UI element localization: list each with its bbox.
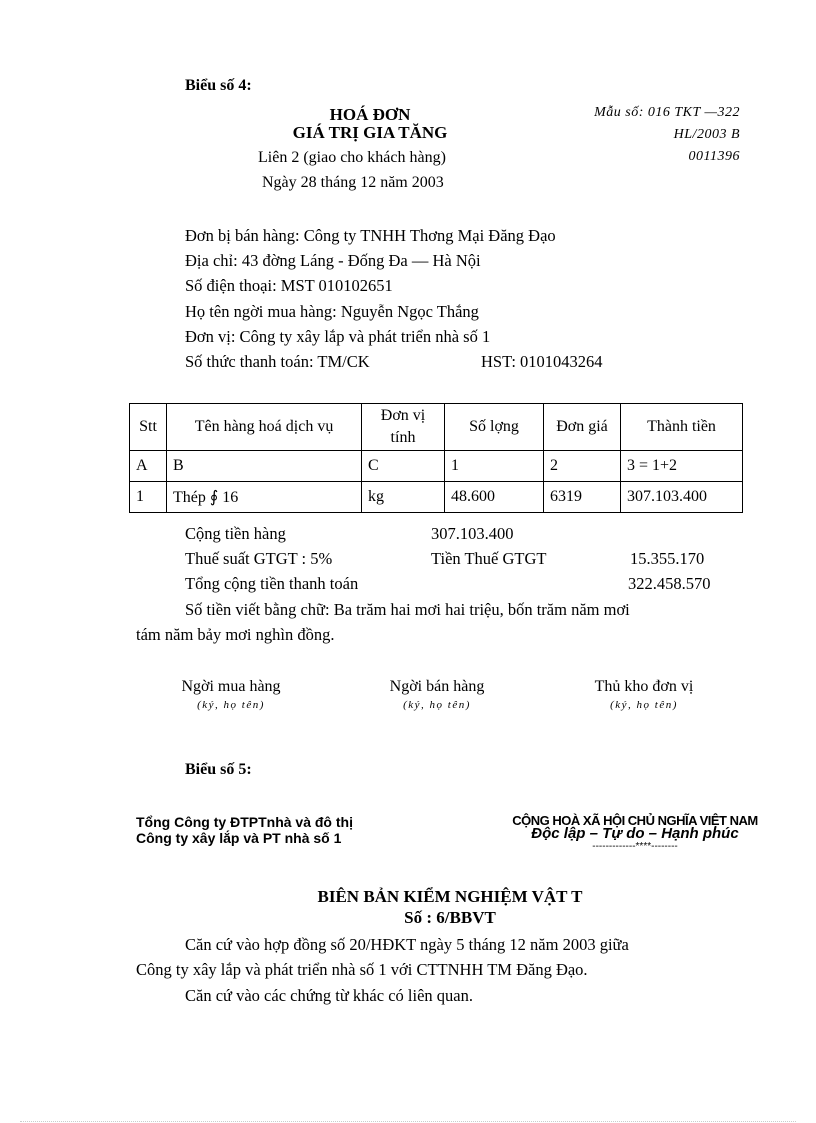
invoice-table	[129, 403, 743, 513]
column-header: Đơn vị tính	[362, 404, 445, 451]
vat-value: 15.355.170	[630, 549, 705, 568]
subtotal-label: Cộng tiền hàng	[185, 524, 286, 543]
column-header: Đơn giá	[544, 404, 621, 451]
report-title	[250, 886, 650, 928]
table-cell: 307.103.400	[621, 482, 743, 513]
vat-rate: Thuế suất GTGT : 5%	[185, 549, 333, 568]
table-cell: Thép ∮ 16	[167, 482, 362, 513]
basis-paragraph-2: Căn cứ vào các chứng từ khác có liên quan.	[185, 986, 473, 1005]
org-line1: Tổng Công ty ĐTPTnhà và đô thị	[136, 814, 353, 830]
table-header-row	[130, 404, 743, 451]
vat-label: Tiền Thuế GTGT	[431, 549, 547, 568]
tax-code: HST: 0101043264	[481, 352, 603, 371]
table-cell: 6319	[544, 482, 621, 513]
invoice-series: HL/2003 B	[673, 127, 740, 142]
page-bottom-divider	[20, 1121, 796, 1122]
national-motto	[490, 814, 780, 853]
basis-paragraph-line2: Công ty xây lắp và phát triển nhà số 1 với CTTNHH TM Đăng Đạo.	[136, 960, 588, 979]
table-cell: 2	[544, 451, 621, 482]
signature-buyer	[141, 678, 321, 714]
report-number: Số : 6/BBVT	[404, 908, 496, 927]
column-header: Thành tiền	[621, 404, 743, 451]
signature-note: (ký, họ tên)	[197, 699, 265, 711]
table-row	[130, 451, 743, 482]
report-section-label: Biểu số 5:	[185, 761, 252, 778]
invoice-title	[250, 106, 490, 142]
table-cell: 1	[130, 482, 167, 513]
table-cell: kg	[362, 482, 445, 513]
invoice-date: Ngày 28 tháng 12 năm 2003	[262, 174, 444, 191]
org-line2: Công ty xây lắp và PT nhà số 1	[136, 830, 342, 846]
basis-paragraph-line1: Căn cứ vào hợp đồng số 20/HĐKT ngày 5 tháng 12 năm 2003 giữa	[185, 935, 629, 954]
signature-role: Ngời bán hàng	[389, 678, 485, 695]
invoice-section-label: Biểu số 4:	[185, 77, 252, 94]
table-cell: 3 = 1+2	[621, 451, 743, 482]
buyer-unit: Đơn vị: Công ty xây lắp và phát triển nhà số 1	[185, 327, 491, 346]
table-cell: C	[362, 451, 445, 482]
column-header: Số lợng	[445, 404, 544, 451]
seller-name: Đơn bị bán hàng: Công ty TNHH Thơng Mại Đăng Đạo	[185, 226, 556, 245]
grand-total-value: 322.458.570	[628, 574, 711, 593]
signature-seller	[347, 678, 527, 714]
grand-total-label: Tổng cộng tiền thanh toán	[185, 574, 359, 593]
amount-in-words-line1: Số tiền viết bằng chữ: Ba trăm hai mơi hai triệu, bốn trăm năm mơi	[185, 600, 630, 619]
column-header: Tên hàng hoá dịch vụ	[167, 404, 362, 451]
table-cell: 1	[445, 451, 544, 482]
seller-phone: Số điện thoại: MST 010102651	[185, 276, 393, 295]
table-row	[130, 482, 743, 513]
invoice-title-line1: HOÁ ĐƠN	[329, 105, 411, 124]
nation-divider: -------------****--------	[592, 841, 678, 852]
signature-role: Ngời mua hàng	[181, 678, 281, 695]
signature-note: (ký, họ tên)	[610, 699, 678, 711]
payment-method: Số thức thanh toán: TM/CK	[185, 352, 370, 371]
report-title-line: BIÊN BẢN KIỂM NGHIỆM VẬT T	[317, 887, 583, 906]
invoice-form-number: Mẫu số: 016 TKT —322	[594, 105, 740, 120]
subtotal-value: 307.103.400	[431, 524, 514, 543]
signature-warehouse	[554, 678, 734, 714]
invoice-copy-note: Liên 2 (giao cho khách hàng)	[258, 149, 446, 166]
table-cell: A	[130, 451, 167, 482]
nation-motto: Độc lập – Tự do – Hạnh phúc	[531, 825, 739, 842]
signature-role: Thủ kho đơn vị	[594, 678, 694, 695]
table-cell: 48.600	[445, 482, 544, 513]
organization-header	[136, 814, 353, 846]
buyer-name: Họ tên ngời mua hàng: Nguyễn Ngọc Thắng	[185, 302, 479, 321]
table-cell: B	[167, 451, 362, 482]
invoice-form-info	[520, 102, 740, 168]
signature-note: (ký, họ tên)	[403, 699, 471, 711]
column-header: Stt	[130, 404, 167, 451]
invoice-title-line2: GIÁ TRỊ GIA TĂNG	[292, 123, 448, 142]
amount-in-words-line2: tám năm bảy mơi nghìn đồng.	[136, 625, 335, 644]
invoice-number: 0011396	[688, 149, 740, 164]
seller-address: Địa chỉ: 43 đờng Láng - Đống Đa — Hà Nội	[185, 251, 481, 270]
nation-name: CỘNG HOÀ XÃ HỘI CHỦ NGHĨA VIỆT NAM	[512, 813, 758, 828]
